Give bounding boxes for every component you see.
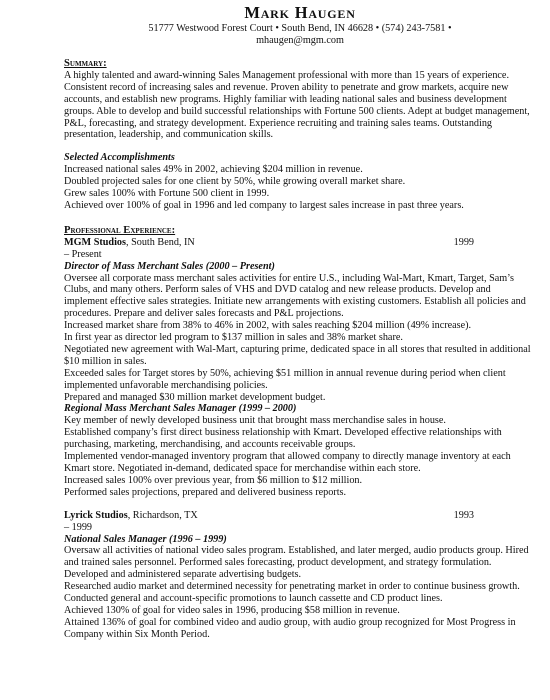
job-end: – 1999 <box>64 521 93 533</box>
role-line: Exceeded sales for Target stores by 50%, achieving $51 million in annual revenue during period when client implemented unfavorable merchandising policies. <box>64 367 506 391</box>
role-title: National Sales Manager <box>64 533 167 545</box>
summary-section <box>64 58 536 141</box>
role-line: Negotiated new agreement with Wal-Mart, capturing prime, dedicated space in all stores that resulted in additional $10 million in sales. <box>64 343 531 367</box>
summary-text: A highly talented and award-winning Sales Management professional with more than 15 years of experience. Consistent record of increasing sales and revenue. Proven ability to penetrate and grow markets, acquire new accounts, and establish new programs. Highly familiar with leading national sales and business development groups. Able to develop and build successful relationships with Fortune 500 clients. Adept at budget management, P&L, forecasting, and strategy development. Experience recruiting and training sales teams. Outstanding presentation, leadership, and communication skills. <box>64 69 530 141</box>
job-start-year: 1993 <box>453 509 474 521</box>
role-line: Performed sales projections, prepared and delivered business reports. <box>64 486 347 498</box>
role-heading <box>64 534 536 546</box>
role-line: Researched audio market and determined necessity for penetrating market in order to continue business growth. Conducted general and account-specific promotions to launch cassette and CD product lines. <box>64 581 520 605</box>
role-line: Prepared and managed $30 million market development budget. <box>64 391 326 403</box>
contact-address: 51777 Westwood Forest Court • South Bend, IN 46628 • (574) 243-7581 • <box>148 23 452 34</box>
accomplishment-item: Increased national sales 49% in 2002, achieving $204 million in revenue. <box>64 164 363 176</box>
role-heading <box>64 261 536 273</box>
role-line: Attained 136% of goal for combined video and audio group, with audio group recognized for Most Progress in Company within Six Month Period. <box>64 616 516 640</box>
role-line: Key member of newly developed business unit that brought mass merchandise sales in house. <box>64 415 446 427</box>
role-dates: (2000 – Present) <box>203 260 275 272</box>
accomplishment-item: Grew sales 100% with Fortune 500 client in 1999. <box>64 188 270 200</box>
accomplishments-section <box>64 152 536 212</box>
role-heading <box>64 403 536 415</box>
company-location: , South Bend, IN <box>125 236 195 248</box>
job-entry <box>64 237 536 499</box>
job-end: – Present <box>64 248 102 260</box>
role-line: In first year as director led program to $137 million in sales and 38% market share. <box>64 332 403 344</box>
summary-title: Summary: <box>64 58 107 69</box>
job-employer <box>64 510 198 522</box>
role-line: Established company’s first direct business relationship with Kmart. Developed effective relationships with purchasing, marketing, merchandising, and accounts receivable groups. <box>64 427 502 451</box>
company-location: , Richardson, TX <box>127 509 198 521</box>
role-line: Achieved 130% of goal for video sales in 1996, producing $58 million in revenue. <box>64 604 400 616</box>
accomplishment-item: Achieved over 100% of goal in 1996 and led company to largest sales increase in past three years. <box>64 199 464 211</box>
role-line: Oversee all corporate mass merchant sales activities for entire U.S., including Wal-Mart, Kmart, Target, Sam’s Clubs, and many others. Perform sales of VHS and DVD catalog and new release products. Develop and implement effective sales strategies. Initiate new arrangements with existing customers. Establish all policies and procedures. Prepare and deliver sales forecasts and P&L projections. <box>64 272 526 320</box>
role-dates: (1996 – 1999) <box>166 533 227 545</box>
role-line: Increased sales 100% over previous year, from $6 million to $12 million. <box>64 474 363 486</box>
company-name: MGM Studios <box>64 236 126 248</box>
company-name: Lyrick Studios <box>64 509 128 521</box>
resume-header <box>64 0 536 47</box>
job-heading <box>64 237 536 249</box>
accomplishments-title: Selected Accomplishments <box>64 152 175 164</box>
experience-section <box>64 225 536 641</box>
job-start-year: 1999 <box>453 236 474 248</box>
experience-title: Professional Experience: <box>64 224 176 236</box>
contact-email: mhaugen@mgm.com <box>256 35 344 46</box>
accomplishment-item: Doubled projected sales for one client by 50%, while growing overall market share. <box>64 176 406 188</box>
role-line: Implemented vendor-managed inventory program that allowed company to directly manage inventory at each Kmart store. Negotiated in-demand, dedicated space for merchandise within each store. <box>64 451 511 474</box>
job-entry <box>64 510 536 641</box>
role-line: Increased market share from 38% to 46% in 2002, with sales reaching $204 million (49% increase). <box>64 320 472 332</box>
role-title: Regional Mass Merchant Sales Manager <box>64 403 237 415</box>
candidate-name: Mark Haugen <box>244 3 356 22</box>
role-title: Director of Mass Merchant Sales <box>64 260 204 272</box>
job-employer <box>64 237 195 249</box>
role-dates: (1999 – 2000) <box>236 403 297 415</box>
job-heading <box>64 510 536 522</box>
role-line: Oversaw all activities of national video sales program. Established, and later merged, audio products group. Hired and trained sales personnel. Performed sales forecasting, product development, and strategy formulation. Developed and administered separate advertising budgets. <box>64 545 529 581</box>
